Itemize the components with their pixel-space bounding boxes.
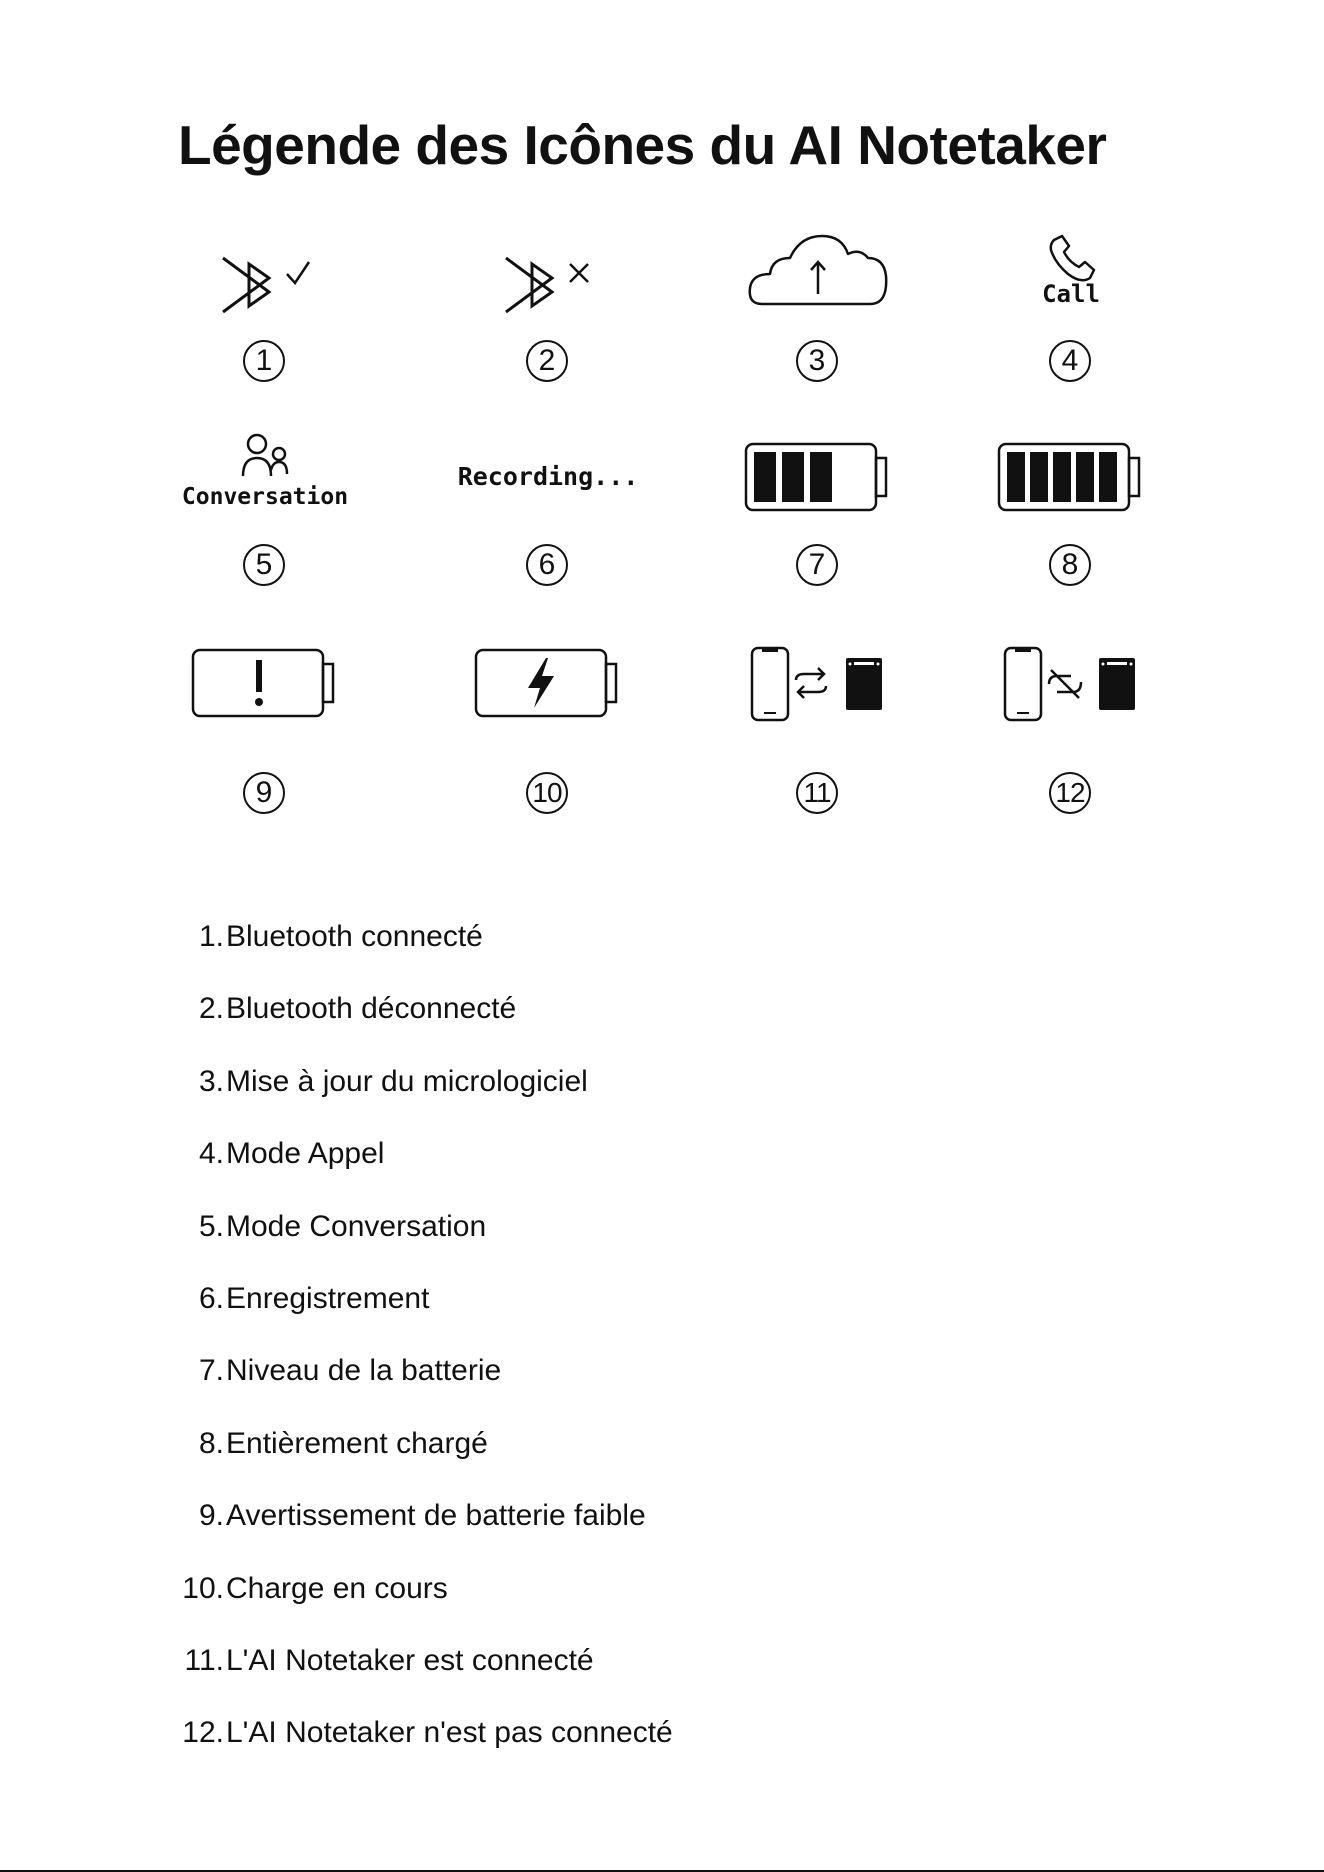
legend-index: 12. bbox=[182, 1716, 224, 1750]
legend-index: 6. bbox=[198, 1281, 224, 1315]
device-disconnected-icon bbox=[951, 636, 1191, 746]
legend-item-3 bbox=[178, 1059, 673, 1131]
battery-warning-icon bbox=[145, 636, 385, 746]
legend-text: Bluetooth connecté bbox=[226, 920, 483, 953]
icon-number-badge: 6 bbox=[526, 544, 568, 586]
legend-list bbox=[178, 914, 673, 1783]
icon-number-badge: 1 bbox=[243, 340, 285, 382]
legend-index: 9. bbox=[198, 1499, 224, 1533]
legend-index: 3. bbox=[198, 1064, 224, 1098]
legend-text: Bluetooth déconnecté bbox=[226, 992, 517, 1026]
legend-item-11 bbox=[178, 1638, 673, 1710]
legend-text: Charge en cours bbox=[226, 1571, 448, 1605]
legend-index: 11. bbox=[184, 1643, 224, 1677]
legend-item-10 bbox=[178, 1566, 673, 1638]
icon-cell-11 bbox=[698, 636, 938, 836]
recording-label: Recording... bbox=[457, 462, 639, 491]
icon-cell-1 bbox=[145, 222, 385, 422]
legend-item-8 bbox=[178, 1421, 673, 1493]
icon-cell-9 bbox=[145, 636, 385, 836]
icon-cell-7 bbox=[698, 426, 938, 626]
legend-index: 2. bbox=[198, 992, 224, 1026]
legend-text: Entièrement chargé bbox=[226, 1426, 488, 1460]
icon-cell-2 bbox=[428, 222, 668, 422]
battery-full-icon bbox=[951, 426, 1191, 536]
icon-cell-4 bbox=[951, 222, 1191, 422]
legend-text: L'AI Notetaker n'est pas connecté bbox=[226, 1716, 673, 1750]
icon-number-badge: 12 bbox=[1049, 772, 1091, 814]
bluetooth-disconnected-icon bbox=[428, 222, 668, 332]
icon-cell-12 bbox=[951, 636, 1191, 836]
bluetooth-connected-icon bbox=[145, 222, 385, 332]
legend-index: 1. bbox=[198, 920, 224, 953]
conversation-label: Conversation bbox=[181, 484, 349, 510]
icon-number-badge: 11 bbox=[796, 772, 838, 814]
legend-text: Avertissement de batterie faible bbox=[226, 1499, 646, 1533]
icon-number-badge: 7 bbox=[796, 544, 838, 586]
device-connected-icon bbox=[698, 636, 938, 746]
cloud-upload-icon bbox=[698, 222, 938, 332]
legend-text: L'AI Notetaker est connecté bbox=[226, 1643, 594, 1677]
legend-index: 8. bbox=[198, 1426, 224, 1460]
legend-text: Niveau de la batterie bbox=[226, 1354, 502, 1388]
page-title: Légende des Icônes du AI Notetaker bbox=[178, 114, 1107, 176]
icon-cell-8 bbox=[951, 426, 1191, 626]
legend-text: Mode Appel bbox=[226, 1137, 385, 1171]
legend-index: 10. bbox=[182, 1571, 224, 1605]
legend-text: Enregistrement bbox=[226, 1281, 430, 1315]
call-label: Call bbox=[1042, 280, 1100, 308]
icon-number-badge: 5 bbox=[243, 544, 285, 586]
icon-cell-3 bbox=[698, 222, 938, 422]
legend-text: Mode Conversation bbox=[226, 1209, 487, 1243]
icon-number-badge: 4 bbox=[1049, 340, 1091, 382]
legend-item-5 bbox=[178, 1204, 673, 1276]
legend-item-9 bbox=[178, 1493, 673, 1565]
legend-item-12 bbox=[178, 1710, 673, 1782]
legend-item-1 bbox=[178, 914, 673, 986]
legend-index: 5. bbox=[198, 1209, 224, 1243]
icon-number-badge: 2 bbox=[526, 340, 568, 382]
phone-call-icon bbox=[951, 222, 1191, 332]
legend-item-4 bbox=[178, 1131, 673, 1203]
icon-number-badge: 10 bbox=[526, 772, 568, 814]
battery-partial-icon bbox=[698, 426, 938, 536]
battery-charging-icon bbox=[428, 636, 668, 746]
icon-cell-10 bbox=[428, 636, 668, 836]
icon-number-badge: 3 bbox=[796, 340, 838, 382]
icon-number-badge: 9 bbox=[243, 772, 285, 814]
legend-item-6 bbox=[178, 1276, 673, 1348]
legend-item-2 bbox=[178, 986, 673, 1058]
legend-index: 7. bbox=[198, 1354, 224, 1388]
icon-cell-6 bbox=[428, 426, 668, 626]
legend-text: Mise à jour du micrologiciel bbox=[226, 1064, 588, 1098]
icon-number-badge: 8 bbox=[1049, 544, 1091, 586]
icon-cell-5 bbox=[145, 426, 385, 626]
legend-item-7 bbox=[178, 1348, 673, 1420]
users-icon bbox=[145, 426, 385, 536]
legend-index: 4. bbox=[198, 1137, 224, 1171]
